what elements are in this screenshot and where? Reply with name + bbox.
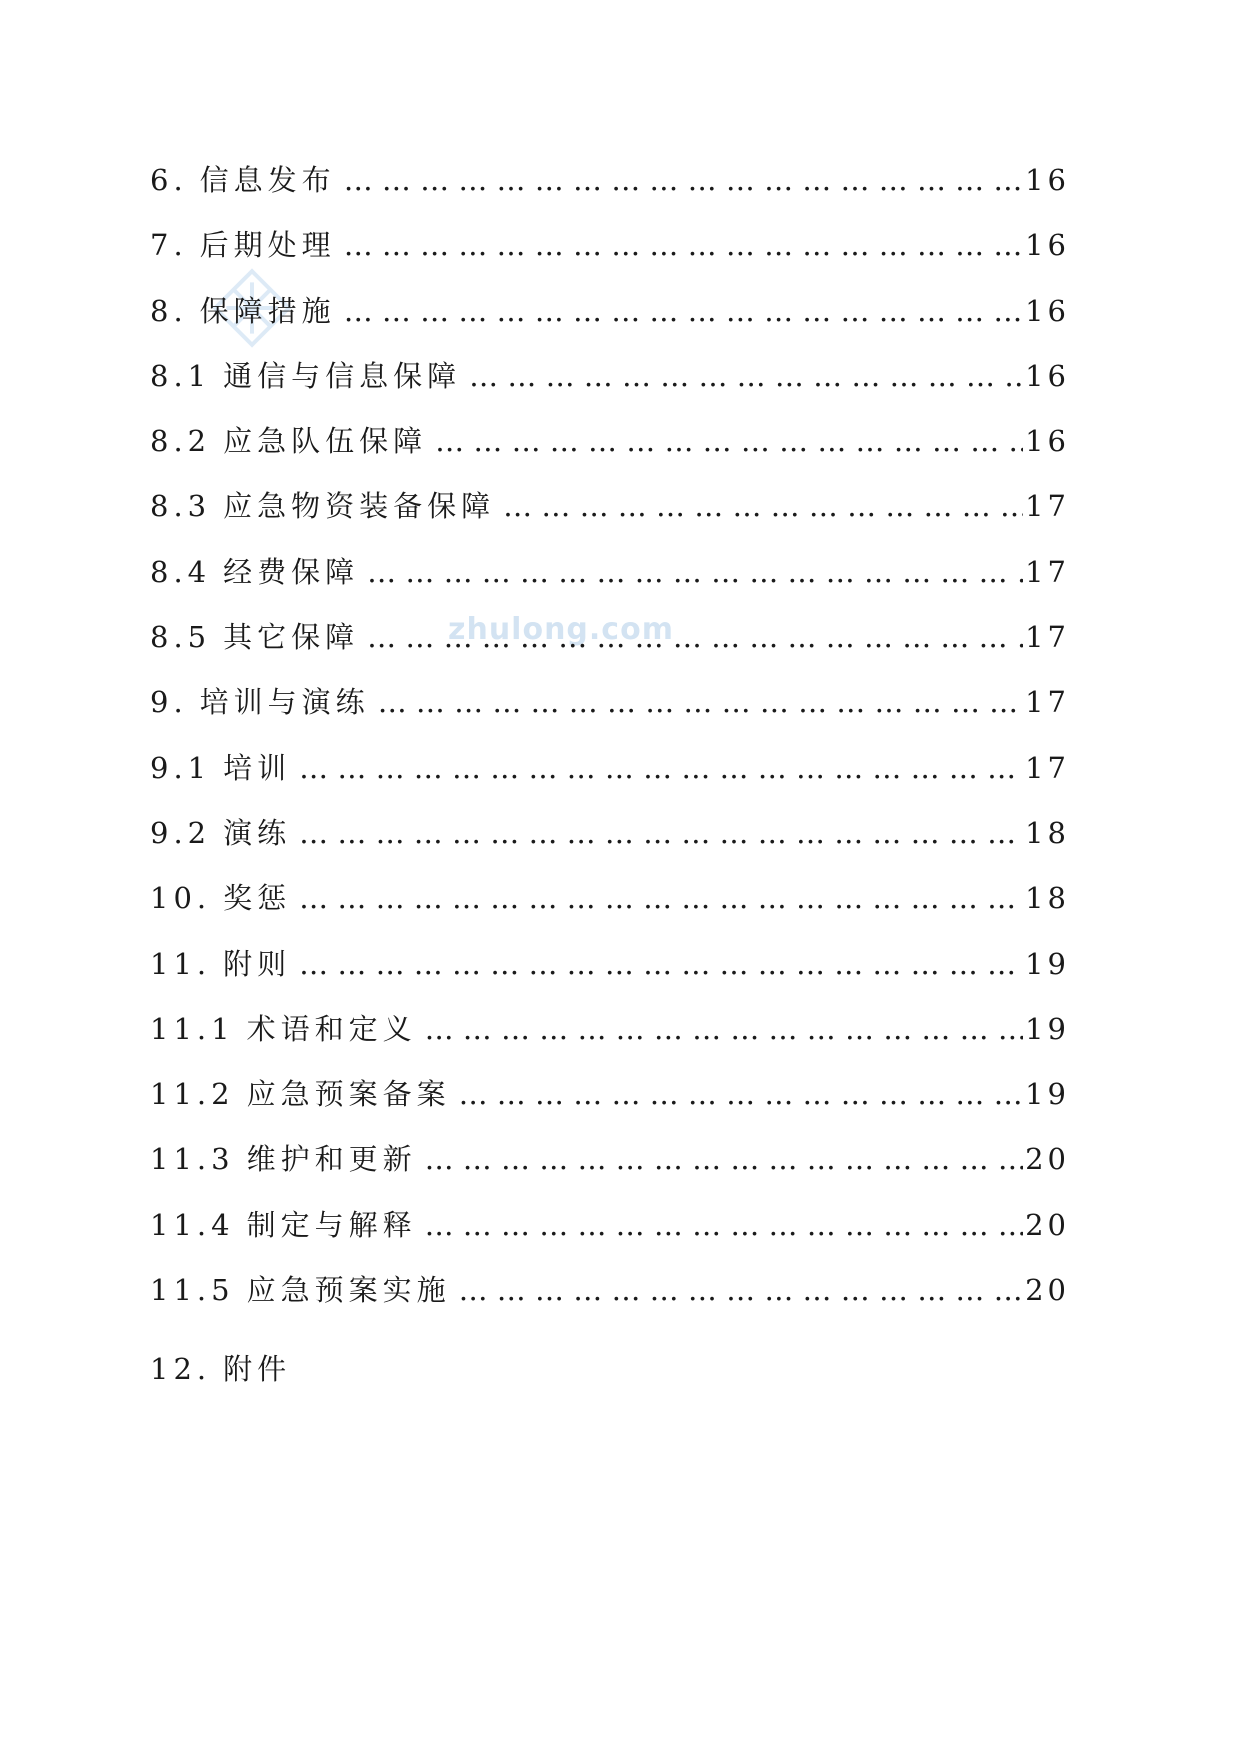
- toc-entry-page: 18: [1025, 881, 1070, 916]
- toc-entry[interactable]: [150, 1268, 1070, 1333]
- toc-entry-page: 17: [1025, 554, 1070, 589]
- toc-entry-page: 17: [1025, 489, 1070, 524]
- toc-entry-title: 培训与演练: [199, 685, 370, 720]
- toc-entry-title: 演练: [223, 815, 292, 850]
- toc-entry-page: 17: [1025, 685, 1070, 720]
- toc-leader-dots: [425, 1012, 1024, 1046]
- toc-leader-dots: [299, 947, 1023, 981]
- toc-entry-number: 6.: [150, 163, 188, 197]
- toc-entry-title: 后期处理: [199, 228, 336, 263]
- toc-leader-dots: [367, 620, 1023, 654]
- toc-entry-number: 9.: [150, 685, 188, 720]
- toc-entry-page: 16: [1025, 163, 1070, 197]
- toc-leader-dots: [459, 1273, 1024, 1307]
- toc-entry-page: 17: [1025, 750, 1070, 785]
- toc-leader-dots: [299, 881, 1023, 915]
- toc-entry-page: 20: [1025, 1207, 1070, 1242]
- toc-entry-page: 19: [1025, 946, 1070, 981]
- toc-entry-page: 17: [1025, 620, 1070, 655]
- toc-entry-page: 19: [1025, 1077, 1070, 1112]
- toc-entry[interactable]: [150, 289, 1070, 354]
- toc-entry-number: 9.1: [150, 750, 212, 785]
- toc-entry-page: 16: [1025, 228, 1070, 263]
- toc-entry[interactable]: [150, 158, 1070, 223]
- toc-entry-title: 经费保障: [223, 554, 360, 589]
- toc-leader-dots: [459, 1077, 1024, 1111]
- toc-entry[interactable]: [150, 942, 1070, 1007]
- toc-entry-title: 应急预案实施: [246, 1273, 451, 1308]
- toc-entry[interactable]: [150, 1007, 1070, 1072]
- toc-leader-dots: [344, 294, 1023, 328]
- toc-leader-dots: [503, 489, 1023, 523]
- toc-entry-title: 附件: [223, 1352, 292, 1387]
- toc-entry-page: 19: [1025, 1011, 1070, 1046]
- toc-entry-title: 应急物资装备保障: [223, 489, 496, 524]
- toc-entry-number: 11.1: [150, 1011, 235, 1046]
- toc-entry-title: 应急预案备案: [246, 1077, 451, 1112]
- toc-leader-dots: [469, 359, 1023, 393]
- toc-entry-page: 20: [1025, 1142, 1070, 1177]
- toc-leader-dots: [299, 816, 1023, 850]
- toc-entry-number: 8.2: [150, 424, 212, 459]
- toc-leader-dots: [425, 1142, 1024, 1176]
- toc-entry-number: 8.4: [150, 554, 212, 589]
- toc-entry-page: 18: [1025, 815, 1070, 850]
- toc-entry-number: 8.5: [150, 620, 212, 655]
- toc-entry-title: 应急队伍保障: [223, 424, 428, 459]
- toc-leader-dots: [435, 424, 1023, 458]
- toc-entry[interactable]: [150, 1203, 1070, 1268]
- toc-entry-title: 附则: [223, 946, 292, 981]
- toc-entry[interactable]: [150, 419, 1070, 484]
- toc-entry[interactable]: [150, 484, 1070, 549]
- toc-entry-number: 8.1: [150, 358, 212, 393]
- toc-entry[interactable]: [150, 223, 1070, 288]
- toc-entry-number: 9.2: [150, 815, 212, 850]
- toc-entry-number: 8.3: [150, 489, 212, 524]
- toc-entry-title: 奖惩: [223, 881, 292, 916]
- toc-entry-number: 11.: [150, 946, 212, 981]
- table-of-contents: [150, 158, 1070, 1413]
- toc-entry-page: 16: [1025, 358, 1070, 393]
- toc-leader-dots: [299, 751, 1023, 785]
- toc-entry[interactable]: [150, 615, 1070, 680]
- toc-entry-page: 16: [1025, 424, 1070, 459]
- toc-entry-number: 8.: [150, 293, 188, 328]
- toc-leader-dots: [344, 163, 1023, 197]
- toc-leader-dots: [425, 1208, 1024, 1242]
- toc-entry-number: 11.4: [150, 1207, 235, 1242]
- toc-entry-appendix[interactable]: [150, 1347, 1070, 1412]
- toc-entry[interactable]: [150, 550, 1070, 615]
- toc-entry-title: 维护和更新: [246, 1142, 417, 1177]
- toc-entry-number: 7.: [150, 228, 188, 263]
- toc-entry[interactable]: [150, 876, 1070, 941]
- toc-leader-dots: [367, 555, 1023, 589]
- toc-entry-number: 11.5: [150, 1273, 235, 1308]
- toc-entry[interactable]: [150, 811, 1070, 876]
- toc-entry-number: 12.: [150, 1352, 212, 1387]
- toc-entry-number: 11.3: [150, 1142, 235, 1177]
- toc-entry-title: 其它保障: [223, 620, 360, 655]
- toc-leader-dots: [378, 685, 1023, 719]
- toc-entry-title: 信息发布: [199, 163, 336, 197]
- toc-entry-title: 保障措施: [199, 293, 336, 328]
- toc-entry[interactable]: [150, 1072, 1070, 1137]
- toc-entry-title: 术语和定义: [246, 1011, 417, 1046]
- toc-entry[interactable]: [150, 746, 1070, 811]
- toc-entry-page: 16: [1025, 293, 1070, 328]
- toc-entry-title: 培训: [223, 750, 292, 785]
- watermark-text: zhulong.com: [448, 612, 674, 647]
- toc-entry-title: 制定与解释: [246, 1207, 417, 1242]
- toc-entry-title: 通信与信息保障: [223, 358, 462, 393]
- toc-entry-page: 20: [1025, 1273, 1070, 1308]
- toc-entry-number: 10.: [150, 881, 212, 916]
- toc-entry-number: 11.2: [150, 1077, 235, 1112]
- toc-leader-dots: [344, 228, 1023, 262]
- toc-entry[interactable]: [150, 680, 1070, 745]
- toc-entry[interactable]: [150, 1137, 1070, 1202]
- toc-entry[interactable]: [150, 354, 1070, 419]
